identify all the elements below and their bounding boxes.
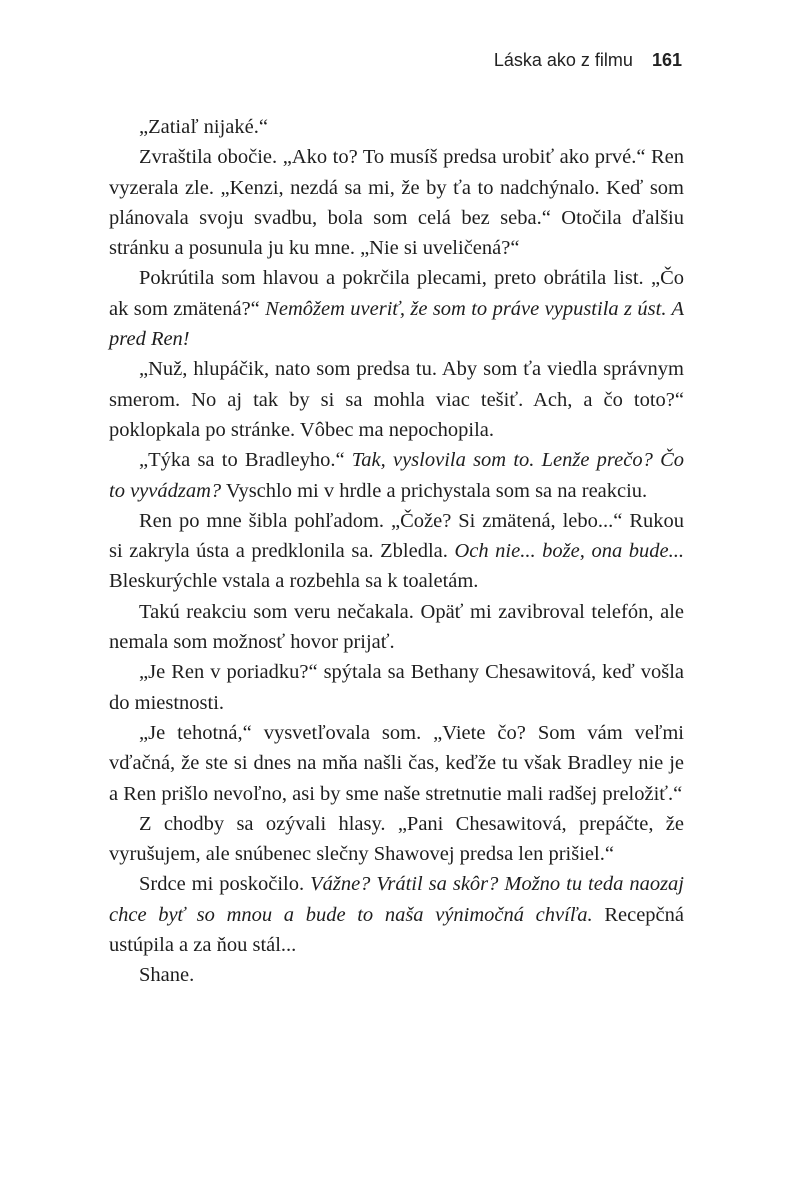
italic-text: Nemôžem uveriť, že som to práve vypustila z úst. A pred Ren! (109, 297, 684, 351)
paragraph (109, 960, 684, 990)
text-run: „Je tehotná,“ vysvetľovala som. „Viete čo? Som vám veľmi vďačná, že ste si dnes na mňa našli čas, keďže tu však Bradley nie je a Ren prišlo nevoľno, asi by sme naše stretnutie mali radšej preložiť.“ (109, 721, 684, 805)
text-run: „Nuž, hlupáčik, nato som predsa tu. Aby som ťa viedla správnym smerom. No aj tak by si sa mohla viac tešiť. Ach, a čo toto?“ poklopkala po stránke. Vôbec ma nepochopila. (109, 358, 684, 441)
paragraph (109, 445, 684, 506)
text-run: Bleskurýchle vstala a rozbehla sa k toaletám. (109, 570, 479, 593)
italic-text: Vážne? Vrátil sa skôr? Možno tu teda naozaj chce byť so mnou a bude to naša výnimočná chvíľa. (109, 873, 684, 926)
text-run: „Je Ren v poriadku?“ spýtala sa Bethany Chesawitová, keď vošla do miestnosti. (109, 661, 684, 714)
paragraph (109, 869, 684, 960)
text-run: Takú reakciu som veru nečakala. Opäť mi zavibroval telefón, ale nemala som možnosť hovor prijať. (109, 600, 684, 654)
text-run: Shane. (139, 964, 195, 987)
text-run: Vyschlo mi v hrdle a prichystala som sa na reakciu. (221, 479, 648, 502)
paragraph (109, 263, 684, 354)
paragraph (109, 354, 684, 445)
paragraph (109, 112, 684, 142)
text-run: Ren po mne šibla pohľadom. „Čože? Si zmätená, lebo...“ Rukou si zakryla ústa a predklonila sa. Zbledla. (109, 509, 684, 563)
paragraph (109, 506, 684, 597)
page-number: 161 (651, 50, 682, 70)
paragraph (109, 142, 684, 263)
text-run: „Zatiaľ nijaké.“ (139, 116, 268, 138)
paragraph (109, 809, 684, 870)
italic-text: Och nie... bože, ona bude... (454, 540, 685, 563)
paragraph (109, 657, 684, 718)
text-run: Zvraštila obočie. „Ako to? To musíš predsa urobiť ako prvé.“ Ren vyzerala zle. „Kenzi, nezdá sa mi, že by ťa to nadchýnalo. Keď som plánovala svoju svadbu, bola som celá bez seba.“ Otočila ďalšiu stránku a posunula ju ku mne. „Nie si uveličená?“ (109, 146, 684, 260)
italic-text: Tak, vyslovila som to. Lenže prečo? Čo to vyvádzam? (109, 449, 684, 502)
text-run: Pokrútila som hlavou a pokrčila plecami, preto obrátila list. „Čo ak som zmätená?“ (109, 267, 684, 320)
text-run: Srdce mi poskočilo. (139, 873, 311, 896)
body-text (109, 112, 684, 991)
text-run: „Týka sa to Bradleyho.“ (139, 449, 352, 472)
book-title: Láska ako z filmu (493, 50, 633, 70)
paragraph (109, 718, 684, 809)
text-run: Recepčná ustúpila a za ňou stál... (109, 903, 684, 957)
running-header (494, 50, 682, 71)
text-run: Z chodby sa ozývali hlasy. „Pani Chesawitová, prepáčte, že vyrušujem, ale snúbenec slečny Shawovej predsa len prišiel.“ (109, 812, 684, 866)
paragraph (109, 597, 684, 658)
